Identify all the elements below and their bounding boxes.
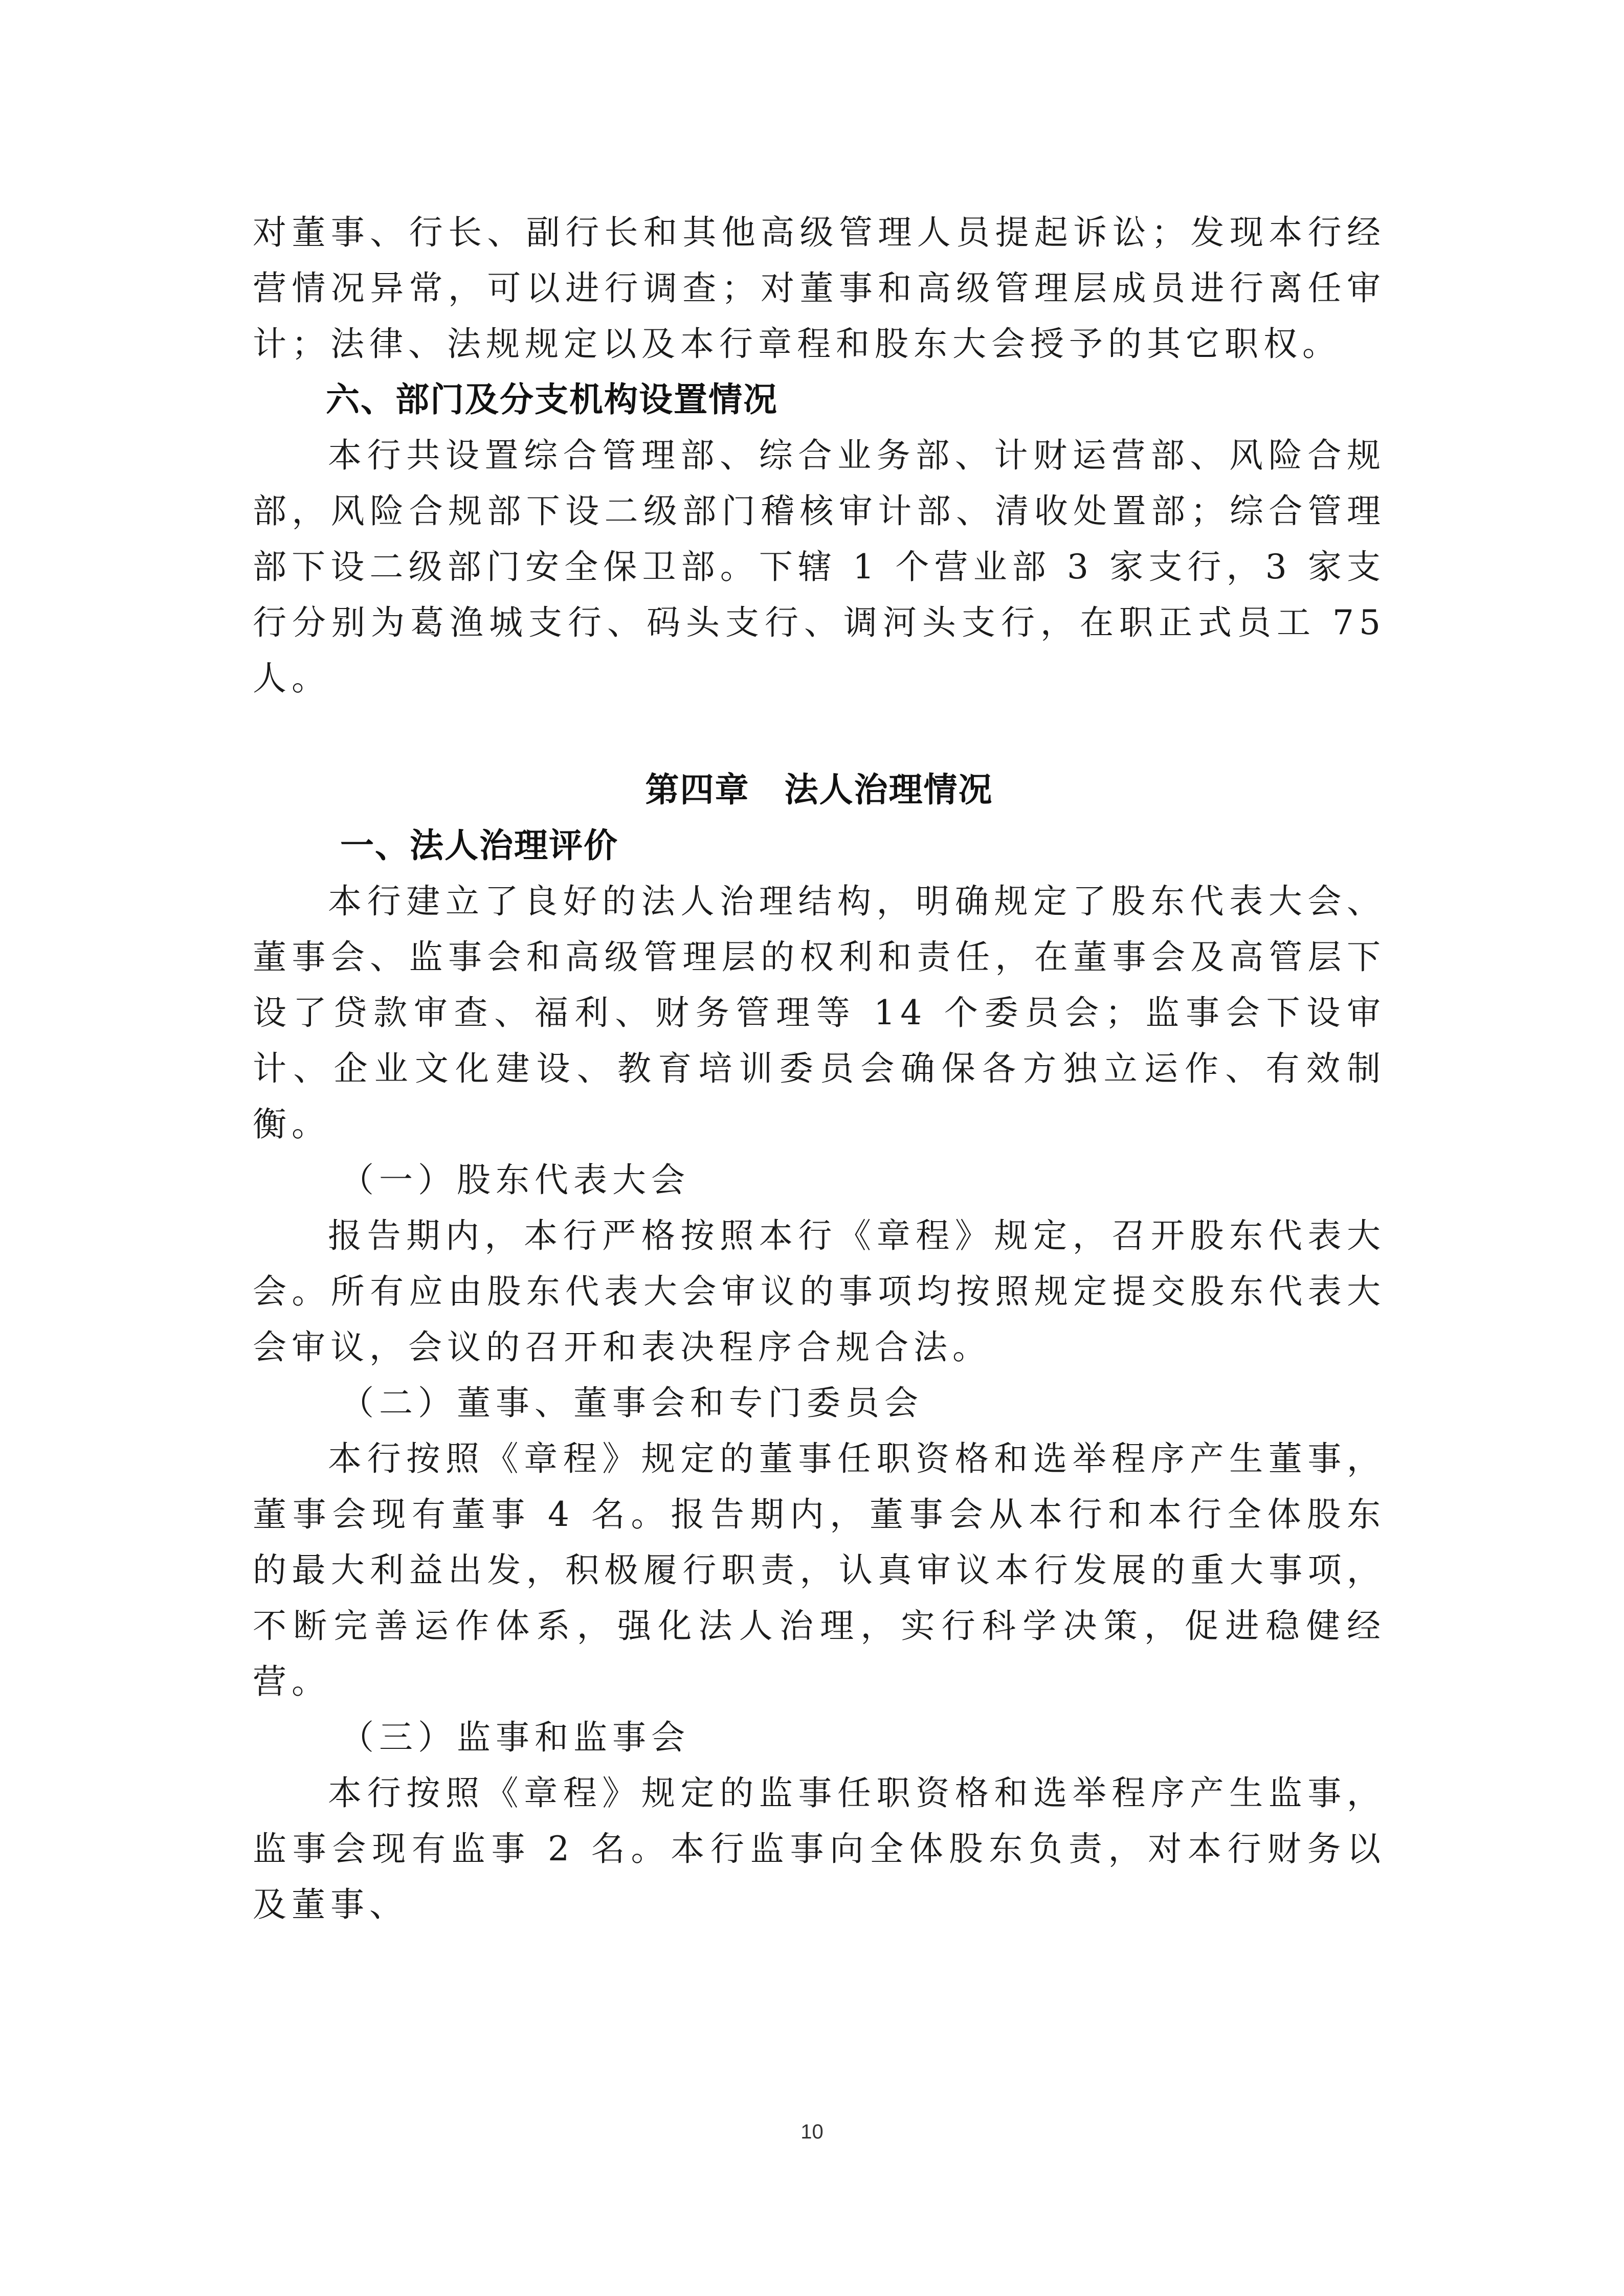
paragraph-board-of-directors: 本行按照《章程》规定的董事任职资格和选举程序产生董事，董事会现有董事 4 名。报告期内，董事会从本行和本行全体股东的最大利益出发，积极履行职责，认真审议本行发展的重大事项，不断完善运作体系，强化法人治理，实行科学决策，促进稳健经营。 (253, 1439, 1386, 1701)
paragraph-supervisor-powers: 对董事、行长、副行长和其他高级管理人员提起诉讼；发现本行经营情况异常，可以进行调查；对董事和高级管理层成员进行离任审计；法律、法规规定以及本行章程和股东大会授予的其它职权。 (253, 213, 1386, 364)
paragraph-governance-structure: 本行建立了良好的法人治理结构，明确规定了股东代表大会、董事会、监事会和高级管理层的权利和责任，在董事会及高管层下设了贷款审查、福利、财务管理等 14 个委员会；监事会下设审计、企业文化建设、教育培训委员会确保各方独立运作、有效制衡。 (253, 882, 1386, 1144)
subheading-shareholders-meeting: （一）股东代表大会 (340, 1160, 690, 1200)
page-number: 10 (800, 2121, 824, 2143)
paragraph-departments: 本行共设置综合管理部、综合业务部、计财运营部、风险合规部，风险合规部下设二级部门稽核审计部、清收处置部；综合管理部下设二级部门安全保卫部。下辖 1 个营业部 3 家支行，3 家支行分别为葛渔城支行、码头支行、调河头支行，在职正式员工 75 人。 (253, 436, 1386, 698)
spacer (253, 706, 1386, 762)
subheading-supervisory-board: （三）监事和监事会 (340, 1718, 690, 1757)
chapter-title: 第四章 法人治理情况 (645, 770, 993, 809)
paragraph-supervisory-board: 本行按照《章程》规定的监事任职资格和选举程序产生监事，监事会现有监事 2 名。本行监事向全体股东负责，对本行财务以及董事、 (253, 1773, 1386, 1924)
section-heading-departments: 六、部门及分支机构设置情况 (326, 380, 778, 419)
page-content (253, 205, 1386, 1932)
section-heading-governance-evaluation: 一、法人治理评价 (340, 826, 618, 865)
subheading-board-of-directors: （二）董事、董事会和专门委员会 (340, 1383, 923, 1423)
paragraph-shareholders-meeting: 报告期内，本行严格按照本行《章程》规定，召开股东代表大会。所有应由股东代表大会审议的事项均按照规定提交股东代表大会审议，会议的召开和表决程序合规合法。 (253, 1216, 1386, 1367)
